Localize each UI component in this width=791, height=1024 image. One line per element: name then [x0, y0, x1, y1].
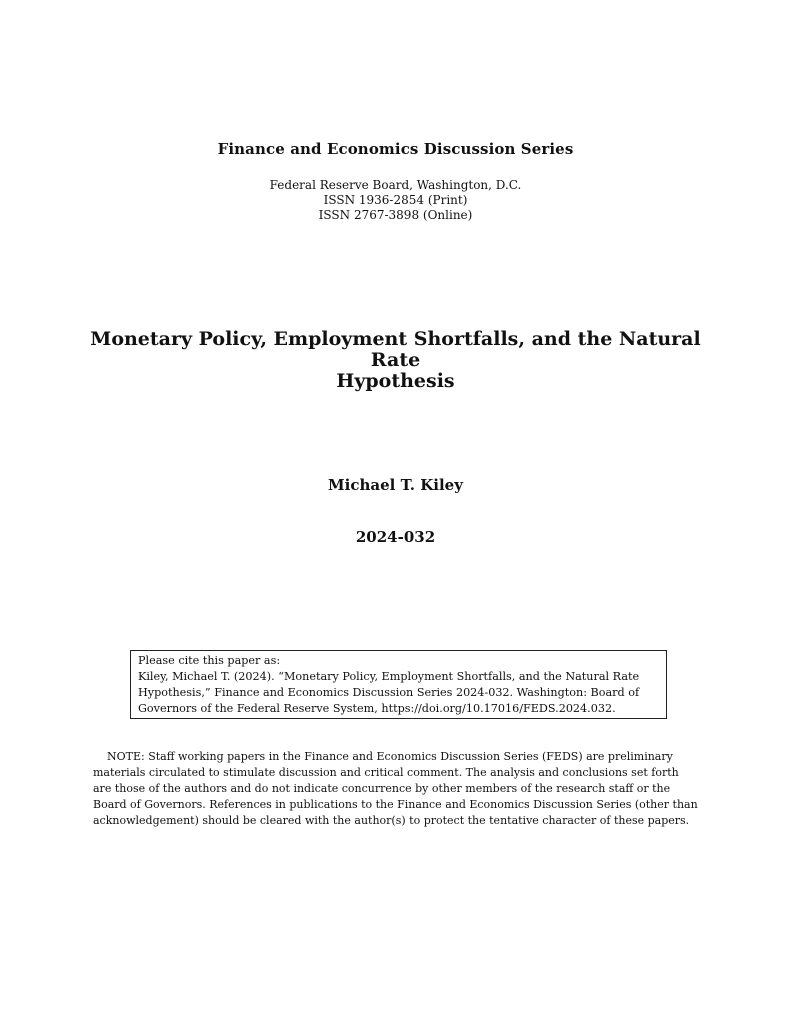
note-line: Board of Governors. References in publications to the Finance and Economics Discussion Series (other than — [93, 798, 698, 811]
paper-title-line-1: Monetary Policy, Employment Shortfalls, and the Natural Rate — [90, 328, 701, 371]
note-line: acknowledgement) should be cleared with the author(s) to protect the tentative character of these papers. — [93, 814, 690, 827]
issn-online: ISSN 2767-3898 (Online) — [318, 208, 473, 222]
citation-heading: Please cite this paper as: — [138, 654, 281, 667]
citation-line: Hypothesis,” Finance and Economics Discussion Series 2024-032. Washington: Board of — [138, 686, 640, 699]
author-name: Michael T. Kiley — [328, 476, 463, 494]
citation-line: Kiley, Michael T. (2024). “Monetary Policy, Employment Shortfalls, and the Natural Rate — [138, 670, 640, 683]
issn-print: ISSN 1936-2854 (Print) — [323, 193, 468, 207]
note-line: are those of the authors and do not indicate concurrence by other members of the research staff or the — [93, 782, 671, 795]
disclaimer-note — [93, 749, 699, 829]
citation-box — [130, 650, 667, 719]
note-line: NOTE: Staff working papers in the Finance and Economics Discussion Series (FEDS) are preliminary — [107, 750, 673, 763]
publisher-line: Federal Reserve Board, Washington, D.C. — [269, 178, 522, 192]
note-line: materials circulated to stimulate discussion and critical comment. The analysis and conclusions set forth — [93, 766, 679, 779]
series-info — [0, 178, 791, 223]
citation-line: Governors of the Federal Reserve System, https://doi.org/10.17016/FEDS.2024.032. — [138, 702, 616, 715]
paper-title — [80, 329, 711, 392]
paper-number: 2024-032 — [355, 528, 436, 546]
paper-title-line-2: Hypothesis — [336, 370, 455, 392]
series-title: Finance and Economics Discussion Series — [217, 140, 574, 158]
